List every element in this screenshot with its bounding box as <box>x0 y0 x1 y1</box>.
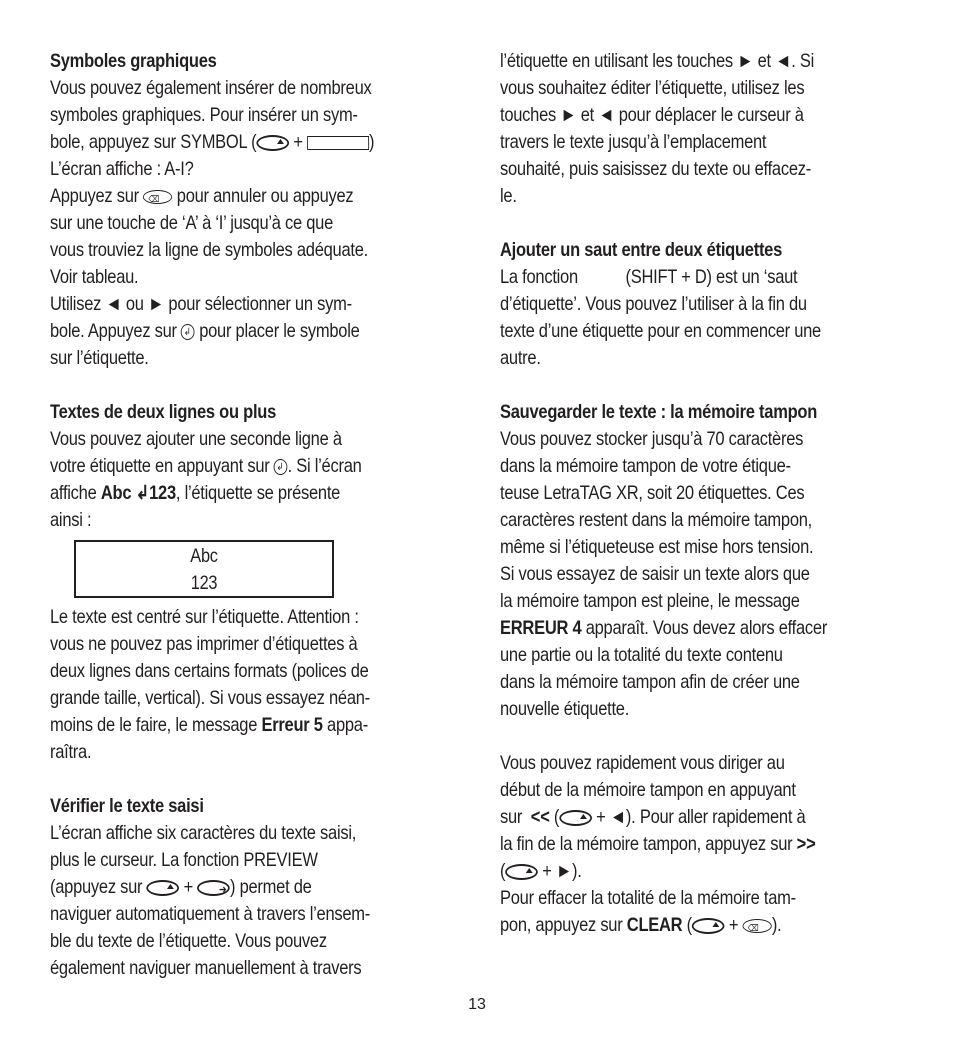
text-line: d’étiquette’. Vous pouvez l’utiliser à la fin du <box>500 294 807 315</box>
text-line: naviguer automatiquement à travers l’ensem- <box>50 904 371 925</box>
text-line: la fin de la mémoire tampon, appuyez sur >> <box>500 834 816 855</box>
text-line: teuse LetraTAG XR, soit 20 étiquettes. Ces <box>500 483 805 504</box>
text-line: une partie ou la totalité du texte contenu <box>500 645 783 666</box>
text-line: Voir tableau. <box>50 267 139 288</box>
text-line: touches ► et ◄ pour déplacer le curseur à <box>500 105 804 126</box>
heading-ajouter-saut: Ajouter un saut entre deux étiquettes <box>500 240 783 261</box>
text-line: l’étiquette en utilisant les touches ► et ◄. Si <box>500 51 815 72</box>
text-line: texte d’une étiquette pour en commencer une <box>500 321 821 342</box>
enter-key-icon <box>274 459 288 475</box>
right-arrow-key-icon <box>197 880 230 896</box>
text-line: dans la mémoire tampon afin de créer une <box>500 672 800 693</box>
shift-key-icon <box>147 880 180 896</box>
text-line: bole. Appuyez sur ↲ pour placer le symbole <box>50 318 459 345</box>
text-line: Vous pouvez également insérer de nombreux <box>50 78 372 99</box>
text-line: L’écran affiche six caractères du texte saisi, <box>50 823 357 844</box>
text-line: la mémoire tampon est pleine, le message <box>500 591 800 612</box>
text-line: Vous pouvez stocker jusqu’à 70 caractères <box>500 429 804 450</box>
text-line: sur << ( + ◄). Pour aller rapidement à <box>500 807 806 828</box>
right-column <box>500 48 912 939</box>
text-line: Appuyez sur ⌫ pour annuler ou appuyez <box>50 183 459 210</box>
text-line: sur l’étiquette. <box>50 348 149 369</box>
text-line: ainsi : <box>50 510 92 531</box>
text-line: dans la mémoire tampon de votre étique- <box>500 456 791 477</box>
text-line: (appuyez sur + ➜) permet de <box>50 874 459 901</box>
text-line: plus le curseur. La fonction PREVIEW <box>50 850 318 871</box>
heading-symboles-graphiques: Symboles graphiques <box>50 51 217 72</box>
text-line: La fonction (SHIFT + D) est un ‘saut <box>500 267 798 288</box>
text-line: Vous pouvez rapidement vous diriger au <box>500 753 785 774</box>
enter-key-icon <box>181 324 195 340</box>
delete-key-icon <box>143 190 172 204</box>
text-line: nouvelle étiquette. <box>500 699 630 720</box>
text-line: ble du texte de l’étiquette. Vous pouvez <box>50 931 327 952</box>
letter-key-icon <box>307 136 369 150</box>
heading-sauvegarder-texte: Sauvegarder le texte : la mémoire tampon <box>500 402 818 423</box>
shift-key-icon <box>505 864 538 880</box>
text-line: Si vous essayez de saisir un texte alors que <box>500 564 810 585</box>
text-line: Utilisez ◄ ou ► pour sélectionner un sym- <box>50 294 352 315</box>
text-line: travers le texte jusqu’à l’emplacement <box>500 132 767 153</box>
text-line: moins de le faire, le message Erreur 5 appa- <box>50 715 368 736</box>
text-line: Pour effacer la totalité de la mémoire tam- <box>500 888 796 909</box>
shift-key-icon <box>692 918 725 934</box>
text-line: début de la mémoire tampon en appuyant <box>500 780 796 801</box>
text-line: L’écran affiche : A-I? <box>50 159 194 180</box>
text-line: souhaité, puis saisissez du texte ou effacez- <box>500 159 811 180</box>
page-number: 13 <box>468 996 486 1013</box>
text-line: sur une touche de ‘A’ à ‘I’ jusqu’à ce que <box>50 213 334 234</box>
text-line: également naviguer manuellement à travers <box>50 958 362 979</box>
text-line: votre étiquette en appuyant sur ↲. Si l’écran <box>50 453 459 480</box>
text-line: symboles graphiques. Pour insérer un sym- <box>50 105 358 126</box>
text-line: vous trouviez la ligne de symboles adéquate. <box>50 240 368 261</box>
text-line: le. <box>500 186 517 207</box>
shift-key-icon <box>256 135 289 151</box>
text-line: deux lignes dans certains formats (polices de <box>50 661 369 682</box>
text-line: grande taille, vertical). Si vous essayez néan- <box>50 688 370 709</box>
text-line: vous souhaitez éditer l’étiquette, utilisez les <box>500 78 805 99</box>
text-line: ERREUR 4 apparaît. Vous devez alors effacer <box>500 618 828 639</box>
text-line: caractères restent dans la mémoire tampon, <box>500 510 813 531</box>
text-line: raîtra. <box>50 742 92 763</box>
text-line: Le texte est centré sur l’étiquette. Attention : <box>50 607 359 628</box>
shift-key-icon <box>559 810 592 826</box>
heading-verifier-texte: Vérifier le texte saisi <box>50 796 204 817</box>
text-line: autre. <box>500 348 541 369</box>
text-line: Vous pouvez ajouter une seconde ligne à <box>50 429 342 450</box>
text-line: ( + ►). <box>500 861 582 882</box>
text-line: pon, appuyez sur CLEAR ( + ⌫). <box>500 912 911 939</box>
text-line: bole, appuyez sur SYMBOL ( + ) <box>50 132 375 153</box>
text-line: même si l’étiqueteuse est mise hors tension. <box>500 537 814 558</box>
label-preview-box: Abc 123 <box>74 540 334 598</box>
text-line: affiche Abc ↲123, l’étiquette se présente <box>50 483 341 504</box>
delete-key-icon <box>743 919 772 933</box>
text-line: vous ne pouvez pas imprimer d’étiquettes à <box>50 634 358 655</box>
left-column <box>50 48 460 982</box>
heading-textes-deux-lignes: Textes de deux lignes ou plus <box>50 402 277 423</box>
